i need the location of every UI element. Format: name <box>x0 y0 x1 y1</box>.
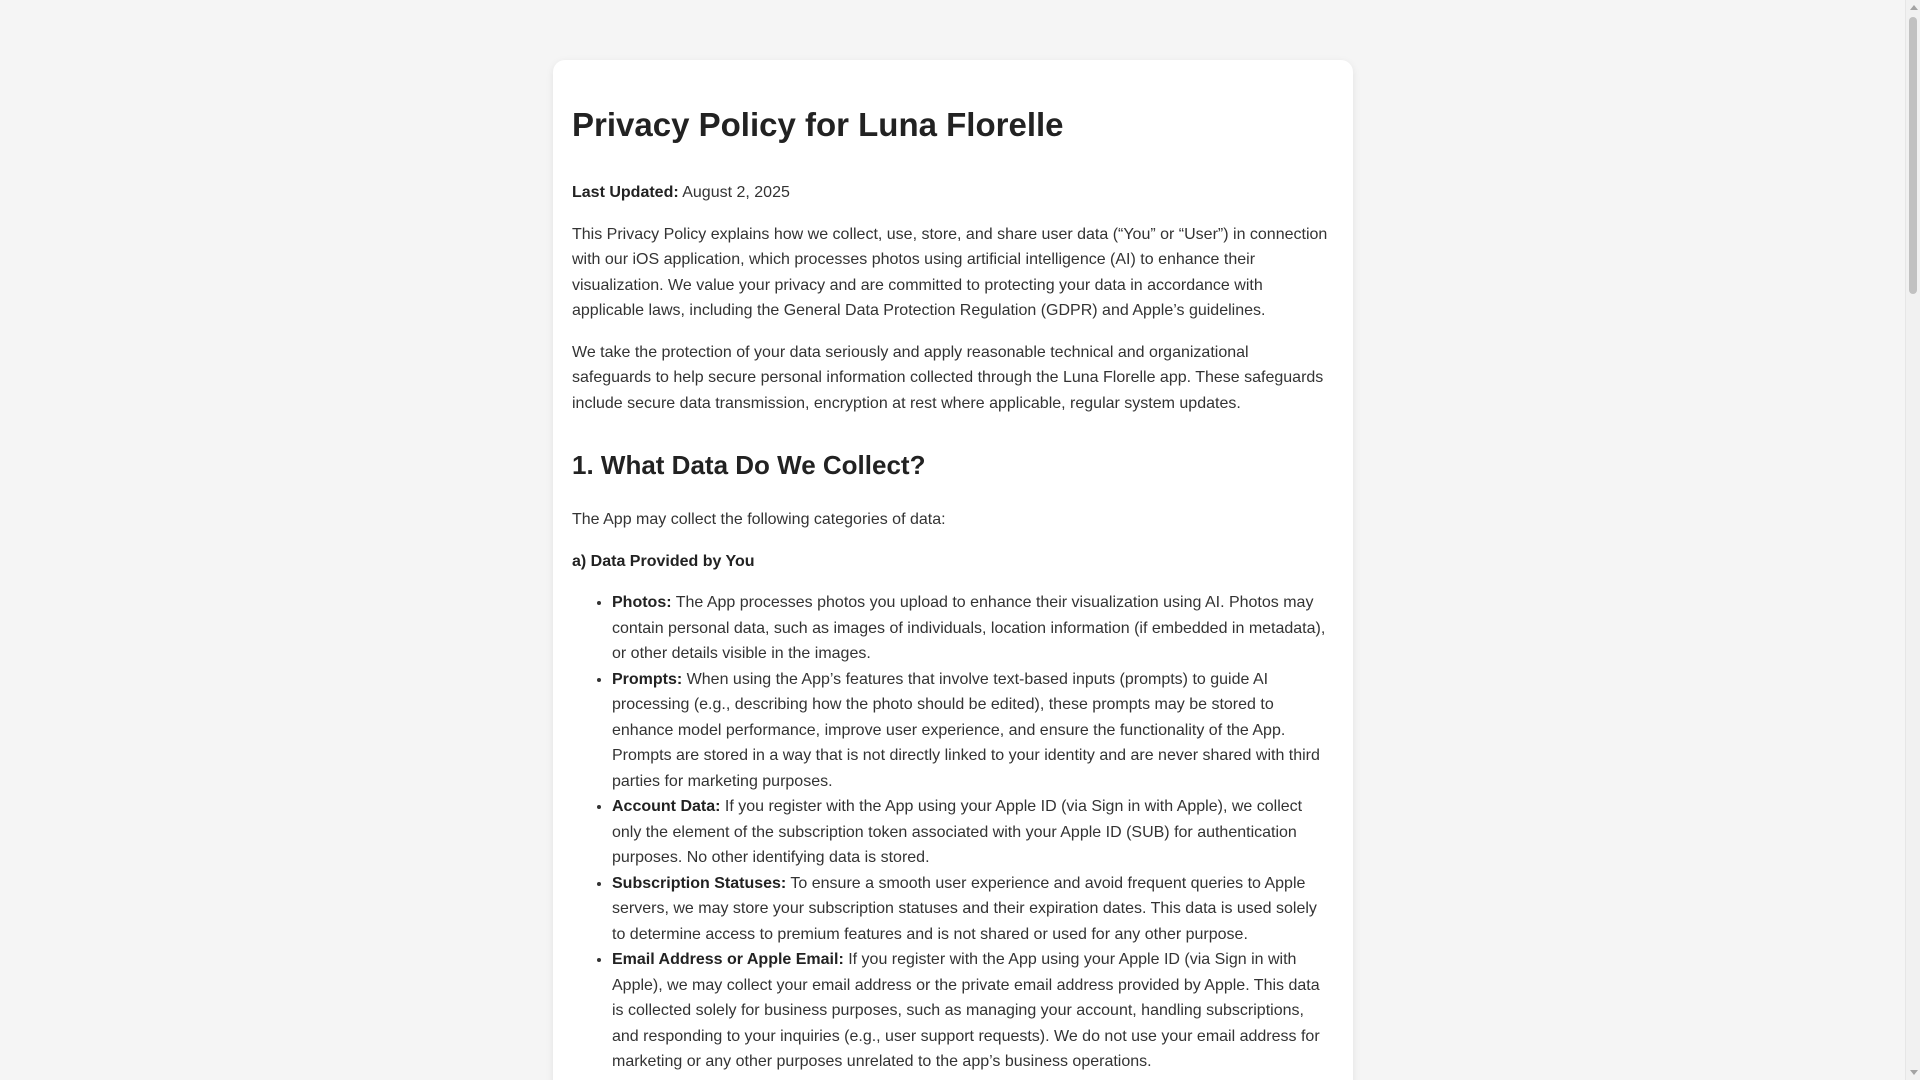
list-item-photos <box>612 590 1329 667</box>
list-item-text: To ensure a smooth user experience and avoid frequent queries to Apple servers, we may store your subscription statuses and their expiration dates. This data is used solely to determine access to premium features and is not shared or used for any other purpose. <box>612 874 1317 943</box>
list-item-label: Prompts: <box>612 670 683 688</box>
intro-paragraph-1: This Privacy Policy explains how we collect, use, store, and share user data (“You” or “User”) in connection with our iOS application, which processes photos using artificial intelligence (AI) to enhance their visualization. We value your privacy and are committed to protecting your data in accordance with applicable laws, including the General Data Protection Regulation (GDPR) and Apple’s guidelines. <box>572 225 1328 320</box>
list-item-prompts <box>612 667 1329 795</box>
list-item-label: Account Data: <box>612 798 721 816</box>
arrow-up-icon <box>1910 5 1918 10</box>
policy-card <box>553 60 1353 1080</box>
last-updated-value: August 2, 2025 <box>678 184 790 202</box>
list-item-subscription-statuses <box>612 871 1329 948</box>
arrow-down-icon <box>1910 1070 1918 1075</box>
subsection-heading <box>572 549 1329 575</box>
last-updated-label: Last Updated: <box>572 184 679 202</box>
section-intro: The App may collect the following categories of data: <box>572 511 946 529</box>
scrollbar-thumb[interactable] <box>1909 17 1917 294</box>
section-heading-data-collected: 1. What Data Do We Collect? <box>572 450 926 481</box>
list-item-email <box>612 947 1329 1075</box>
list-item-label: Subscription Statuses: <box>612 874 787 892</box>
list-item-label: Email Address or Apple Email: <box>612 951 844 969</box>
list-item-text: If you register with the App using your Apple ID (via Sign in with Apple), we may collect your email address or the private email address provided by Apple. This data is collected solely for business purposes, such as managing your account, handling subscriptions, and responding to your inquiries (e.g., user support requests). We do not use your email address for marketing or any other purposes unrelated to the app’s business operations. <box>612 951 1320 1071</box>
vertical-scrollbar[interactable] <box>1905 0 1920 1080</box>
list-item-account-data <box>612 794 1329 871</box>
scroll-up-button[interactable] <box>1906 0 1920 15</box>
list-item-text: When using the App’s features that involve text-based inputs (prompts) to guide AI processing (e.g., describing how the photo should be edited), these prompts may be stored to enhance model performance, improve user experience, and ensure the functionality of the App. Prompts are stored in a way that is not directly linked to your identity and are never shared with third parties for marketing purposes. <box>612 670 1320 790</box>
subsection-heading-text: a) Data Provided by You <box>572 552 755 570</box>
list-item-label: Photos: <box>612 594 672 612</box>
page-title: Privacy Policy for Luna Florelle <box>572 106 1064 143</box>
list-item-text: The App processes photos you upload to enhance their visualization using AI. Photos may contain personal data, such as images of individuals, location information (if embedded in metadata), or other details visible in the images. <box>612 594 1326 663</box>
scroll-down-button[interactable] <box>1906 1065 1920 1080</box>
last-updated <box>572 180 1329 206</box>
list-item-text: If you register with the App using your Apple ID (via Sign in with Apple), we collect only the element of the subscription token associated with your Apple ID (SUB) for authentication purposes. No other identifying data is stored. <box>612 798 1303 867</box>
data-categories-list <box>572 590 1329 1075</box>
intro-paragraph-2: We take the protection of your data seriously and apply reasonable technical and organizational safeguards to help secure personal information collected through the Luna Florelle app. These safeguards include secure data transmission, encryption at rest where applicable, regular system updates. <box>572 343 1324 412</box>
